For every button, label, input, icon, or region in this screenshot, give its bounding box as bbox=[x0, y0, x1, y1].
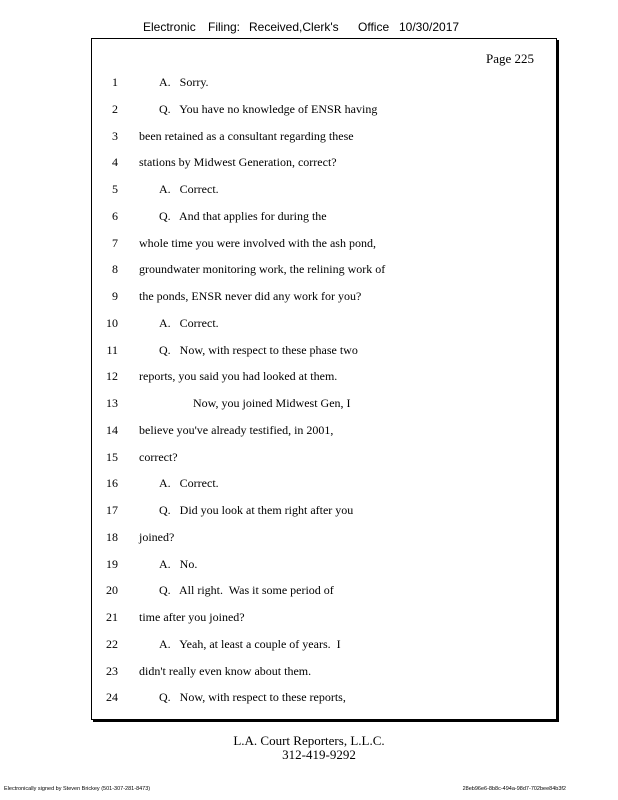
line-number: 15 bbox=[106, 449, 118, 464]
transcript-line bbox=[92, 530, 558, 548]
line-text: A. Correct. bbox=[159, 476, 219, 491]
line-text: A. Correct. bbox=[159, 315, 219, 330]
transcript-line bbox=[92, 182, 558, 200]
footer-reporter: L.A. Court Reporters, L.L.C. bbox=[233, 733, 385, 748]
transcript-line bbox=[92, 664, 558, 682]
line-number: 1 bbox=[112, 75, 118, 89]
footer-phone: 312-419-9292 bbox=[282, 747, 356, 762]
line-text: reports, you said you had looked at them. bbox=[139, 369, 338, 384]
line-number: 18 bbox=[106, 529, 118, 544]
line-number: 16 bbox=[106, 476, 118, 491]
line-text: stations by Midwest Generation, correct? bbox=[139, 155, 337, 170]
line-number: 14 bbox=[106, 422, 118, 437]
line-text: A. Correct. bbox=[159, 182, 219, 196]
line-text: been retained as a consultant regarding these bbox=[139, 128, 354, 143]
line-number: 7 bbox=[112, 235, 118, 250]
transcript-line bbox=[92, 610, 558, 628]
transcript-line bbox=[92, 209, 558, 227]
transcript-line bbox=[92, 369, 558, 387]
transcript-line bbox=[92, 289, 558, 307]
line-text: time after you joined? bbox=[139, 610, 245, 624]
transcript-line bbox=[92, 102, 558, 120]
transcript-line bbox=[92, 343, 558, 361]
header-office: Office bbox=[358, 20, 390, 34]
line-text: Q. And that applies for during the bbox=[159, 208, 327, 223]
line-number: 9 bbox=[112, 289, 118, 303]
line-number: 24 bbox=[106, 690, 118, 705]
line-number: 17 bbox=[106, 503, 118, 517]
line-text: A. No. bbox=[159, 556, 198, 571]
line-text: Q. All right. Was it some period of bbox=[159, 583, 334, 598]
line-number: 6 bbox=[112, 208, 118, 223]
header-received: Received,Clerk's bbox=[249, 20, 339, 34]
line-number: 22 bbox=[106, 636, 118, 651]
transcript-line bbox=[92, 316, 558, 334]
transcript-line bbox=[92, 476, 558, 494]
line-text: Q. Now, with respect to these reports, bbox=[159, 690, 346, 705]
transcript-line bbox=[92, 583, 558, 601]
line-number: 23 bbox=[106, 663, 118, 678]
transcript-line bbox=[92, 557, 558, 575]
page-number: Page 225 bbox=[485, 51, 534, 66]
header-date: 10/30/2017 bbox=[399, 20, 460, 34]
line-text: Q. You have no knowledge of ENSR having bbox=[159, 101, 378, 116]
line-text: believe you've already testified, in 2001, bbox=[139, 422, 334, 437]
line-number: 20 bbox=[106, 583, 118, 598]
transcript-line bbox=[92, 262, 558, 280]
document-hash: 28eb96e6-8b8c-494a-98d7-702bee84b3f2 bbox=[462, 786, 566, 792]
line-number: 13 bbox=[106, 396, 118, 410]
line-text: joined? bbox=[139, 529, 175, 544]
line-text: correct? bbox=[139, 449, 178, 464]
transcript-line bbox=[92, 637, 558, 655]
transcript-line bbox=[92, 423, 558, 441]
line-number: 5 bbox=[112, 182, 118, 196]
transcript-line bbox=[92, 75, 558, 93]
line-text: A. Sorry. bbox=[159, 75, 209, 89]
header-electronic: Electronic bbox=[143, 20, 196, 34]
line-number: 3 bbox=[112, 128, 118, 143]
transcript-line bbox=[92, 236, 558, 254]
line-text: Q. Now, with respect to these phase two bbox=[159, 342, 358, 357]
transcript-line bbox=[92, 396, 558, 414]
line-number: 8 bbox=[112, 262, 118, 277]
signature-note: Electronically signed by Steven Brickey (501-307-281-8473) bbox=[4, 786, 151, 792]
line-number: 19 bbox=[106, 556, 118, 571]
line-text: didn't really even know about them. bbox=[139, 663, 312, 678]
line-text: whole time you were involved with the ash pond, bbox=[139, 235, 376, 250]
header-filing: Filing: bbox=[208, 20, 241, 34]
line-text: Q. Did you look at them right after you bbox=[159, 503, 354, 517]
line-number: 10 bbox=[106, 315, 118, 330]
line-number: 11 bbox=[106, 342, 118, 357]
transcript-page bbox=[91, 38, 557, 720]
line-number: 12 bbox=[106, 369, 118, 384]
transcript-line bbox=[92, 503, 558, 521]
line-text: A. Yeah, at least a couple of years. I bbox=[159, 636, 341, 651]
line-text: groundwater monitoring work, the relining work of bbox=[139, 262, 386, 277]
transcript-line bbox=[92, 690, 558, 708]
line-number: 2 bbox=[112, 101, 118, 116]
line-number: 4 bbox=[112, 155, 118, 170]
line-number: 21 bbox=[106, 610, 118, 624]
transcript-line bbox=[92, 155, 558, 173]
line-text: the ponds, ENSR never did any work for you? bbox=[139, 289, 362, 303]
transcript-line bbox=[92, 129, 558, 147]
transcript-line bbox=[92, 450, 558, 468]
line-text: Now, you joined Midwest Gen, I bbox=[193, 396, 351, 410]
